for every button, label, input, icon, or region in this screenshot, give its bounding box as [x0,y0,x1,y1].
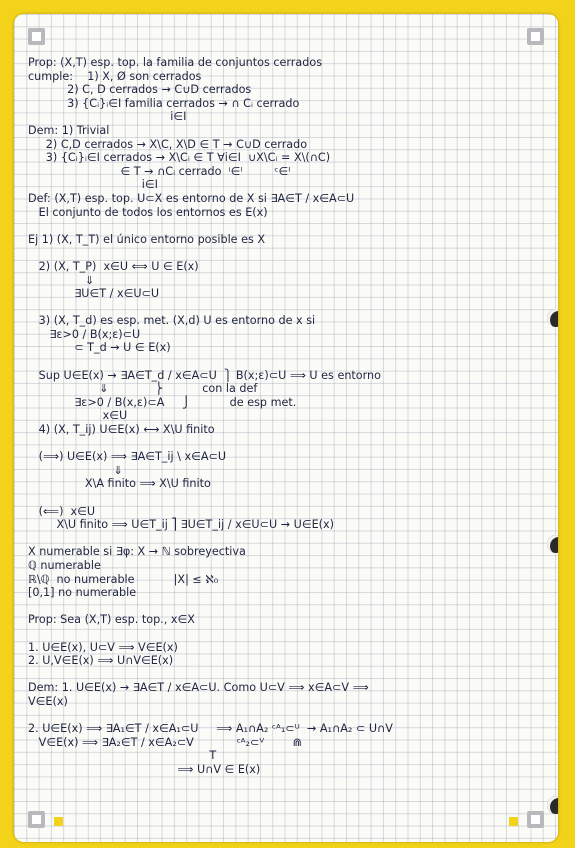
note-line: ⊂ T_d → U ∈ E(x) [28,341,171,355]
note-line: 2) (X, T_P) x∈U ⟺ U ∈ E(x) [28,259,199,273]
note-line [28,301,554,315]
note-line [28,668,554,682]
color-tab-icon [54,817,63,826]
note-line: [0,1] no numerable [28,586,137,600]
note-line: Sup U∈E(x) → ∃A∈T_d / x∈A⊂U ⎫ B(x;ε)⊂U ⟹ U es entorno [28,368,381,382]
note-line: ∃ε>0 / B(x,ε)⊂A ⎭ de esp met. [28,395,297,409]
note-line [28,437,554,451]
note-line: El conjunto de todos los entornos es E(x) [28,205,268,219]
note-line: ⇓ [28,273,95,287]
note-line: 2. U∈E(x) ⟹ ∃A₁∈T / x∈A₁⊂U ⟹ A₁∩A₂ ᶜᴬ₁⊂ᵁ → A₁∩A₂ ⊂ U∩V [28,722,393,736]
note-line: x∈U [28,409,128,423]
note-line: V∈E(x) [28,694,68,708]
note-line: Prop: (X,T) esp. top. la familia de conjuntos cerrados [28,56,323,69]
note-line [28,219,554,233]
color-tab-icon [509,817,518,826]
note-line: 3) {Cᵢ}ᵢ∈I familia cerrados → ∩ Cᵢ cerrado [28,96,300,110]
note-line: ⟹ U∩V ∈ E(x) [28,762,261,776]
note-line [28,491,554,505]
corner-mark-icon [28,28,45,45]
note-line: 2) C,D cerrados → X\C, X\D ∈ T → C∪D cerrado [28,137,308,151]
note-line: 1. U∈E(x), U⊂V ⟹ V∈E(x) [28,640,178,654]
note-line [28,600,554,614]
note-line: ⇓ [28,463,123,477]
note-line: (⟹) U∈E(x) ⟹ ∃A∈T_ij \ x∈A⊂U [28,450,227,464]
note-line: i∈I [28,110,187,124]
note-line [28,532,554,546]
note-line: X\U finito ⟹ U∈T_ij ⎤ ∃U∈T_ij / x∈U⊂U → U∈E(x) [28,518,335,532]
note-line: X numerable si ∃φ: X → ℕ sobreyectiva [28,545,246,559]
corner-mark-icon [527,811,544,828]
note-line: ∃U∈T / x∈U⊂U [28,287,160,301]
note-line: 4) (X, T_ij) U∈E(x) ⟷ X\U finito [28,423,215,437]
note-line [28,627,554,641]
note-line: 3) (X, T_d) es esp. met. (X,d) U es entorno de x si [28,314,316,328]
note-line: 3) {Cᵢ}ᵢ∈I cerrados → X\Cᵢ ∈ T ∀i∈I ∪X\Cᵢ = X\(∩C) [28,151,331,165]
note-line: 2) C, D cerrados → C∪D cerrados [28,83,252,97]
corner-mark-icon [527,28,544,45]
note-line: V∈E(x) ⟹ ∃A₂∈T / x∈A₂⊂V ᶜᴬ₂⊂ⱽ ⋒ [28,735,302,749]
note-line: Ej 1) (X, T_T) el único entorno posible es X [28,232,266,246]
note-line [28,355,554,369]
notebook-page [14,14,558,842]
note-line: ℚ numerable [28,558,101,572]
note-line: ∈ T → ∩Cᵢ cerrado ⁱ∈ᴵ ᶜ∈ᴵ [28,164,291,178]
note-line: T [28,749,217,763]
note-line: X\A finito ⟹ X\U finito [28,477,211,491]
note-line: ℝ\ℚ no numerable |X| ≤ ℵ₀ [28,572,219,586]
note-line: Prop: Sea (X,T) esp. top., x∈X [28,613,195,627]
binder-hole-icon [547,796,558,814]
corner-mark-icon [28,811,45,828]
note-line [28,709,554,723]
note-line: Dem: 1) Trivial [28,123,110,137]
note-line: Def: (X,T) esp. top. U⊂X es entorno de X si ∃A∈T / x∈A⊂U [28,191,355,205]
note-line: cumple: 1) X, Ø son cerrados [28,69,202,83]
note-line: i∈I [28,178,158,192]
note-line: ∃ε>0 / B(x;ε)⊂U [28,327,141,341]
handwritten-notes [28,56,554,776]
note-line: Dem: 1. U∈E(x) → ∃A∈T / x∈A⊂U. Como U⊂V ⟹ x∈A⊂V ⟹ [28,681,369,695]
note-line: (⟸) x∈U [28,504,96,518]
note-line: 2. U,V∈E(x) ⟹ U∩V∈E(x) [28,654,174,668]
note-line: ⇓ ⎬ con la def [28,382,258,396]
note-line [28,246,554,260]
